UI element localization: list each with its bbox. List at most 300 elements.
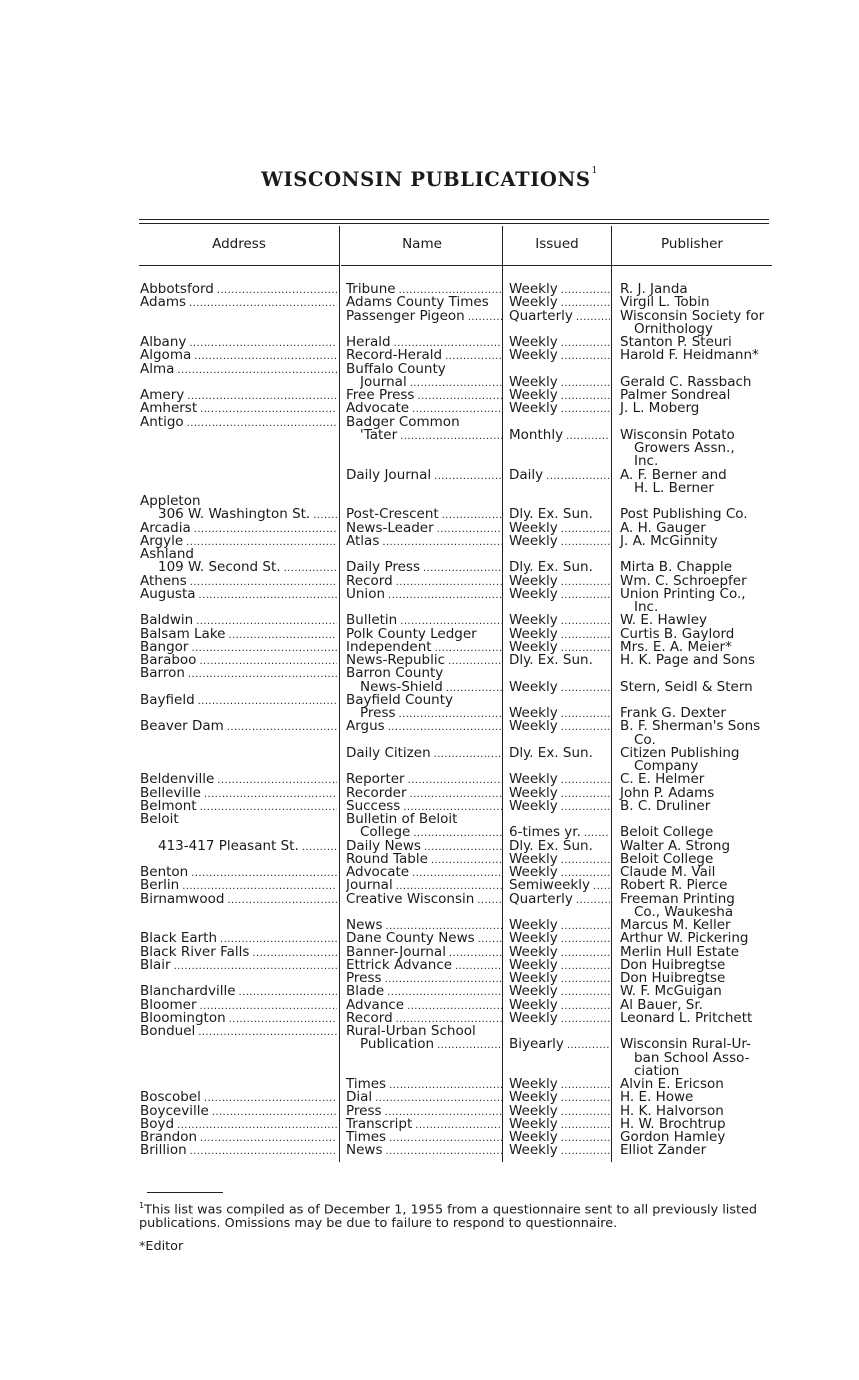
dot-leader: [561, 1130, 610, 1144]
address-cell: [140, 401, 337, 415]
dot-leader: [191, 640, 337, 654]
issued-cell: [509, 852, 610, 866]
name-cell-text: 'Tater: [360, 427, 398, 442]
name-cell-text: Passenger Pigeon: [346, 308, 465, 323]
dot-leader: [408, 772, 502, 786]
publisher-cell: John P. Adams: [620, 784, 715, 801]
address-cell: [140, 945, 337, 959]
name-cell-text: Success: [346, 798, 401, 813]
issued-cell: [509, 918, 610, 932]
issued-cell-text: Weekly: [509, 335, 558, 349]
dot-leader: [174, 958, 337, 972]
name-cell: [360, 1037, 502, 1051]
name-cell-text: Transcript: [346, 1116, 413, 1131]
address-cell: Beloit: [140, 811, 179, 827]
address-cell-text: Boscobel: [140, 1090, 201, 1105]
issued-cell: [509, 1090, 610, 1104]
publisher-cell: ban School Asso-: [634, 1049, 750, 1066]
issued-cell-text: Weekly: [509, 865, 558, 879]
dot-leader: [561, 799, 610, 813]
publisher-cell: W. F. McGuigan: [620, 983, 722, 1000]
dot-leader: [561, 772, 610, 786]
issued-cell: [509, 680, 610, 694]
address-cell-text: Bayfield: [140, 692, 195, 707]
issued-cell-text: Weekly: [509, 626, 558, 641]
dot-leader: [567, 1037, 610, 1051]
header-issued: Issued: [535, 236, 579, 252]
name-cell-text: Herald: [346, 335, 391, 349]
publisher-cell: Company: [634, 758, 699, 774]
publisher-cell: Leonard L. Pritchett: [620, 1009, 753, 1026]
issued-cell: Dly. Ex. Sun.: [509, 652, 593, 668]
name-cell: [346, 984, 502, 998]
dot-leader: [561, 680, 610, 694]
page-title: [0, 168, 859, 191]
dot-leader: [561, 971, 610, 985]
table-row: [0, 865, 859, 879]
issued-cell-text: Semiweekly: [509, 878, 590, 893]
issued-cell: [509, 878, 610, 892]
issued-cell-text: Biyearly: [509, 1037, 564, 1052]
table-row: [0, 786, 859, 800]
dot-leader: [410, 786, 503, 800]
name-cell-text: Atlas: [346, 533, 380, 548]
address-cell: [140, 772, 337, 786]
table-row: [0, 1051, 859, 1065]
dot-leader: [227, 892, 337, 906]
dot-leader: [576, 309, 610, 323]
name-cell: [346, 534, 502, 548]
dot-leader: [204, 786, 337, 800]
name-cell: [346, 786, 502, 800]
name-cell: [360, 825, 502, 839]
name-cell-text: Dane County News: [346, 931, 475, 946]
publisher-cell: Harold F. Heidmann*: [620, 347, 759, 364]
address-cell-text: Augusta: [140, 586, 196, 601]
issued-cell: [509, 931, 610, 945]
dot-leader: [188, 666, 337, 680]
address-cell-text: Blanchardville: [140, 984, 236, 999]
name-cell: [346, 640, 502, 654]
issued-cell-text: Weekly: [509, 997, 558, 1012]
name-cell-text: Dial: [346, 1090, 373, 1105]
dot-leader: [561, 574, 610, 588]
publisher-cell: ciation: [634, 1062, 680, 1079]
issued-cell: [509, 295, 610, 309]
name-cell-text: Record: [346, 573, 393, 588]
name-cell: Bayfield County: [346, 691, 454, 708]
publisher-cell: Stanton P. Steuri: [620, 334, 732, 350]
dot-leader: [566, 428, 610, 442]
name-cell: [346, 468, 502, 482]
dot-leader: [431, 852, 502, 866]
address-cell-text: Bloomer: [140, 997, 197, 1012]
address-cell-text: Brillion: [140, 1143, 187, 1158]
issued-cell: [509, 627, 610, 641]
dot-leader: [561, 1077, 610, 1091]
name-cell-text: Union: [346, 586, 386, 601]
dot-leader: [561, 865, 610, 879]
address-cell: [140, 335, 337, 349]
publisher-cell: Wm. C. Schroepfer: [620, 572, 747, 589]
dot-leader: [198, 1024, 337, 1038]
name-cell: [346, 507, 502, 521]
table-row: [0, 309, 859, 323]
address-cell: [140, 653, 337, 667]
publisher-cell: H. L. Berner: [634, 479, 714, 496]
dot-leader: [217, 282, 337, 296]
dot-leader: [252, 945, 337, 959]
dot-leader: [546, 468, 610, 482]
address-cell-text: Athens: [140, 573, 187, 588]
dot-leader: [561, 1011, 610, 1025]
footnote-2: *Editor: [139, 1239, 184, 1254]
name-cell: [346, 1130, 502, 1144]
issued-cell: [509, 335, 610, 349]
table-row: [0, 507, 859, 521]
address-cell: [140, 282, 337, 296]
issued-cell: [509, 706, 610, 720]
publisher-cell: Freeman Printing: [620, 890, 735, 907]
issued-cell-text: Weekly: [509, 374, 558, 389]
address-cell-text: Albany: [140, 335, 187, 349]
dot-leader: [561, 1143, 610, 1157]
footnote-rule: [147, 1192, 223, 1193]
name-cell-text: Post-Crescent: [346, 507, 439, 522]
address-cell-text: Beldenville: [140, 772, 215, 787]
address-cell: [140, 786, 337, 800]
name-cell: [346, 719, 502, 733]
address-cell: [140, 998, 337, 1012]
name-cell-text: Press: [346, 1103, 382, 1118]
dot-leader: [561, 1117, 610, 1131]
issued-cell-text: Monthly: [509, 427, 564, 442]
publisher-cell: Wisconsin Potato: [620, 426, 735, 443]
footnote-1-marker: 1: [139, 1201, 145, 1210]
table-row: [0, 521, 859, 535]
name-cell: [346, 388, 502, 402]
publisher-cell: Inc.: [634, 599, 659, 615]
issued-cell-text: Weekly: [509, 798, 558, 813]
address-cell-text: 413-417 Pleasant St.: [158, 838, 299, 853]
issued-cell-text: Weekly: [509, 295, 558, 310]
name-cell: [346, 560, 502, 574]
table-row: [0, 746, 859, 760]
issued-cell-text: Weekly: [509, 931, 558, 946]
table-row: [0, 984, 859, 998]
issued-cell: [509, 719, 610, 733]
issued-cell: [509, 348, 610, 362]
table-row: [0, 1090, 859, 1104]
dot-leader: [190, 1143, 337, 1157]
issued-cell-text: Weekly: [509, 984, 558, 999]
dot-leader: [561, 958, 610, 972]
issued-cell-text: Weekly: [509, 1010, 558, 1025]
address-cell-text: Baldwin: [140, 613, 194, 628]
header-underline-issued: [503, 265, 611, 266]
issued-cell-text: Weekly: [509, 971, 558, 985]
name-cell: [346, 1090, 502, 1104]
publisher-cell: Virgil L. Tobin: [620, 294, 710, 311]
address-cell: [140, 587, 337, 601]
dot-leader: [437, 521, 502, 535]
publisher-cell: Palmer Sondreal: [620, 387, 731, 403]
address-cell: [140, 666, 337, 680]
header-publisher: Publisher: [661, 236, 723, 252]
issued-cell-text: Weekly: [509, 944, 558, 959]
dot-leader: [388, 587, 502, 601]
publisher-cell: Curtis B. Gaylord: [620, 625, 735, 642]
dot-leader: [423, 560, 502, 574]
issued-cell: [509, 401, 610, 415]
dot-leader: [182, 878, 337, 892]
address-cell: [140, 958, 337, 972]
name-cell: [346, 1143, 502, 1157]
name-cell-text: Ettrick Advance: [346, 957, 453, 972]
issued-cell: [509, 786, 610, 800]
dot-leader: [396, 574, 502, 588]
dot-leader: [217, 772, 337, 786]
table-row: [0, 441, 859, 455]
dot-leader: [199, 653, 337, 667]
publisher-cell: B. C. Druliner: [620, 797, 711, 814]
issued-cell: [509, 998, 610, 1012]
dot-leader: [198, 693, 337, 707]
address-cell: [140, 627, 337, 641]
issued-cell: [509, 1117, 610, 1131]
issued-cell: [509, 428, 610, 442]
title-footnote-marker: 1: [591, 166, 598, 176]
dot-leader: [191, 865, 337, 879]
dot-leader: [177, 1117, 337, 1131]
address-cell-text: Adams: [140, 295, 187, 310]
header-underline-publisher: [612, 265, 772, 266]
dot-leader: [561, 295, 610, 309]
issued-cell-text: Weekly: [509, 706, 558, 720]
dot-leader: [302, 839, 337, 853]
issued-cell: [509, 892, 610, 906]
dot-leader: [561, 931, 610, 945]
publisher-cell: Union Printing Co.,: [620, 585, 746, 602]
dot-leader: [385, 1143, 502, 1157]
name-cell-text: Daily Citizen: [346, 745, 431, 760]
table-row: [0, 945, 859, 959]
dot-leader: [561, 918, 610, 932]
publisher-cell: Wisconsin Rural-Ur-: [620, 1036, 751, 1053]
issued-cell-text: Weekly: [509, 573, 558, 588]
dot-leader: [434, 746, 502, 760]
issued-cell: [509, 1104, 610, 1118]
header-address: Address: [212, 236, 266, 252]
name-cell: [346, 335, 502, 349]
table-row: [0, 852, 859, 866]
table-row: [0, 587, 859, 601]
dot-leader: [204, 1090, 337, 1104]
dot-leader: [375, 1090, 502, 1104]
dot-leader: [561, 627, 610, 641]
address-cell-text: Amery: [140, 388, 185, 402]
publisher-cell: J. L. Moberg: [620, 400, 700, 417]
name-cell-text: College: [360, 825, 411, 840]
top-rule-1: [139, 219, 769, 220]
name-cell-text: Banner-Journal: [346, 944, 446, 959]
address-cell-text: Berlin: [140, 878, 180, 893]
issued-cell: [509, 574, 610, 588]
footnote-1-text: This list was compiled as of December 1, 1955 from a questionnaire sent to all previously listed publications. Omissions may be due to failure to respond to questionnaire.: [139, 1202, 758, 1231]
address-cell: [140, 984, 337, 998]
issued-cell-text: Weekly: [509, 851, 558, 866]
issued-cell-text: Weekly: [509, 785, 558, 800]
dot-leader: [220, 931, 337, 945]
address-cell: [140, 1024, 337, 1038]
issued-cell-text: Weekly: [509, 1090, 558, 1105]
address-cell: [140, 574, 337, 588]
address-cell: [140, 640, 337, 654]
name-cell: [360, 428, 502, 442]
dot-leader: [200, 1130, 337, 1144]
name-cell: [346, 1117, 502, 1131]
publisher-cell: Alvin E. Ericson: [620, 1076, 724, 1092]
dot-leader: [200, 401, 337, 415]
address-cell: [140, 415, 337, 429]
dot-leader: [561, 852, 610, 866]
name-cell-text: Independent: [346, 639, 432, 654]
address-cell: [140, 295, 337, 309]
issued-cell: [509, 958, 610, 972]
name-cell: Barron County: [346, 665, 444, 682]
header-underline-name: [341, 265, 503, 266]
table-row: [0, 693, 859, 707]
address-cell: [140, 1117, 337, 1131]
issued-cell: [509, 1130, 610, 1144]
table-row: [0, 839, 859, 853]
name-cell-text: Daily Press: [346, 560, 420, 575]
name-cell-text: Press: [346, 971, 382, 985]
issued-cell-text: Weekly: [509, 348, 558, 363]
publisher-cell: Wisconsin Society for: [620, 307, 765, 324]
address-cell: [140, 1143, 337, 1157]
publisher-cell: A. H. Gauger: [620, 519, 706, 536]
publisher-cell: Gerald C. Rassbach: [620, 373, 752, 390]
address-cell: [158, 560, 337, 574]
issued-cell-text: Quarterly: [509, 308, 573, 323]
dot-leader: [394, 335, 502, 349]
dot-leader: [189, 295, 337, 309]
dot-leader: [228, 627, 337, 641]
dot-leader: [576, 892, 610, 906]
dot-leader: [407, 998, 502, 1012]
name-cell-text: Argus: [346, 719, 385, 734]
name-cell: [346, 309, 502, 323]
name-cell: Rural-Urban School: [346, 1023, 476, 1039]
dot-leader: [177, 362, 337, 376]
dot-leader: [396, 878, 502, 892]
address-cell-text: Barron: [140, 666, 185, 681]
page-title-text: WISCONSIN PUBLICATIONS: [261, 168, 591, 191]
name-cell: [346, 521, 502, 535]
address-cell: [140, 931, 337, 945]
publisher-cell: Robert R. Pierce: [620, 877, 728, 894]
name-cell: [346, 1104, 502, 1118]
publisher-cell: Al Bauer, Sr.: [620, 996, 703, 1013]
publisher-cell: H. K. Page and Sons: [620, 652, 756, 668]
dot-leader: [446, 680, 502, 694]
address-cell-text: Bonduel: [140, 1024, 196, 1038]
name-cell-text: Recorder: [346, 785, 407, 800]
dot-leader: [593, 878, 610, 892]
dot-leader: [187, 415, 337, 429]
name-cell-text: Round Table: [346, 851, 428, 866]
publisher-cell: Post Publishing Co.: [620, 506, 748, 523]
name-cell: Adams County Times: [346, 294, 489, 311]
publisher-cell: Arthur W. Pickering: [620, 930, 749, 947]
publisher-cell: A. F. Berner and: [620, 466, 727, 483]
table-row: [0, 971, 859, 985]
issued-cell-text: Weekly: [509, 388, 558, 402]
publisher-cell: Elliot Zander: [620, 1142, 707, 1159]
dot-leader: [200, 799, 337, 813]
issued-cell: [509, 945, 610, 959]
issued-cell: Dly. Ex. Sun.: [509, 506, 593, 523]
dot-leader: [199, 587, 337, 601]
name-cell-text: News-Republic: [346, 653, 446, 667]
dot-leader: [435, 640, 502, 654]
name-cell: [346, 892, 502, 906]
publisher-cell: Gordon Hamley: [620, 1129, 726, 1145]
name-cell-text: Creative Wisconsin: [346, 891, 475, 906]
address-cell: [140, 388, 337, 402]
name-cell-text: Journal: [360, 374, 407, 389]
name-cell: [346, 839, 502, 853]
table-row: [0, 388, 859, 402]
address-cell-text: Algoma: [140, 348, 192, 363]
address-cell: [140, 521, 337, 535]
address-cell: [158, 839, 337, 853]
table-row: [0, 481, 859, 495]
name-cell: Badger Common: [346, 413, 460, 430]
dot-leader: [385, 971, 502, 985]
dot-leader: [389, 1077, 502, 1091]
name-cell: Buffalo County: [346, 360, 446, 377]
dot-leader: [387, 984, 502, 998]
address-cell-text: Birnamwood: [140, 891, 225, 906]
dot-leader: [190, 574, 337, 588]
dot-leader: [284, 560, 337, 574]
name-cell: [346, 587, 502, 601]
publisher-cell: Mirta B. Chapple: [620, 559, 733, 576]
dot-leader: [561, 984, 610, 998]
issued-cell-text: Weekly: [509, 401, 558, 416]
dot-leader: [399, 706, 502, 720]
name-cell: [346, 1077, 502, 1091]
issued-cell: [509, 587, 610, 601]
name-cell-text: Advance: [346, 997, 405, 1012]
dot-leader: [239, 984, 337, 998]
dot-leader: [561, 613, 610, 627]
dot-leader: [227, 719, 337, 733]
dot-leader: [194, 348, 337, 362]
address-cell: [140, 719, 337, 733]
publisher-cell: Ornithology: [634, 320, 713, 337]
name-cell: Polk County Ledger: [346, 625, 477, 642]
issued-cell-text: Daily: [509, 467, 544, 482]
issued-cell: [509, 375, 610, 389]
name-cell-text: Advocate: [346, 401, 410, 416]
address-cell: [140, 613, 337, 627]
address-cell-text: 109 W. Second St.: [158, 560, 281, 575]
name-cell: [360, 375, 502, 389]
issued-cell-text: Weekly: [509, 639, 558, 654]
